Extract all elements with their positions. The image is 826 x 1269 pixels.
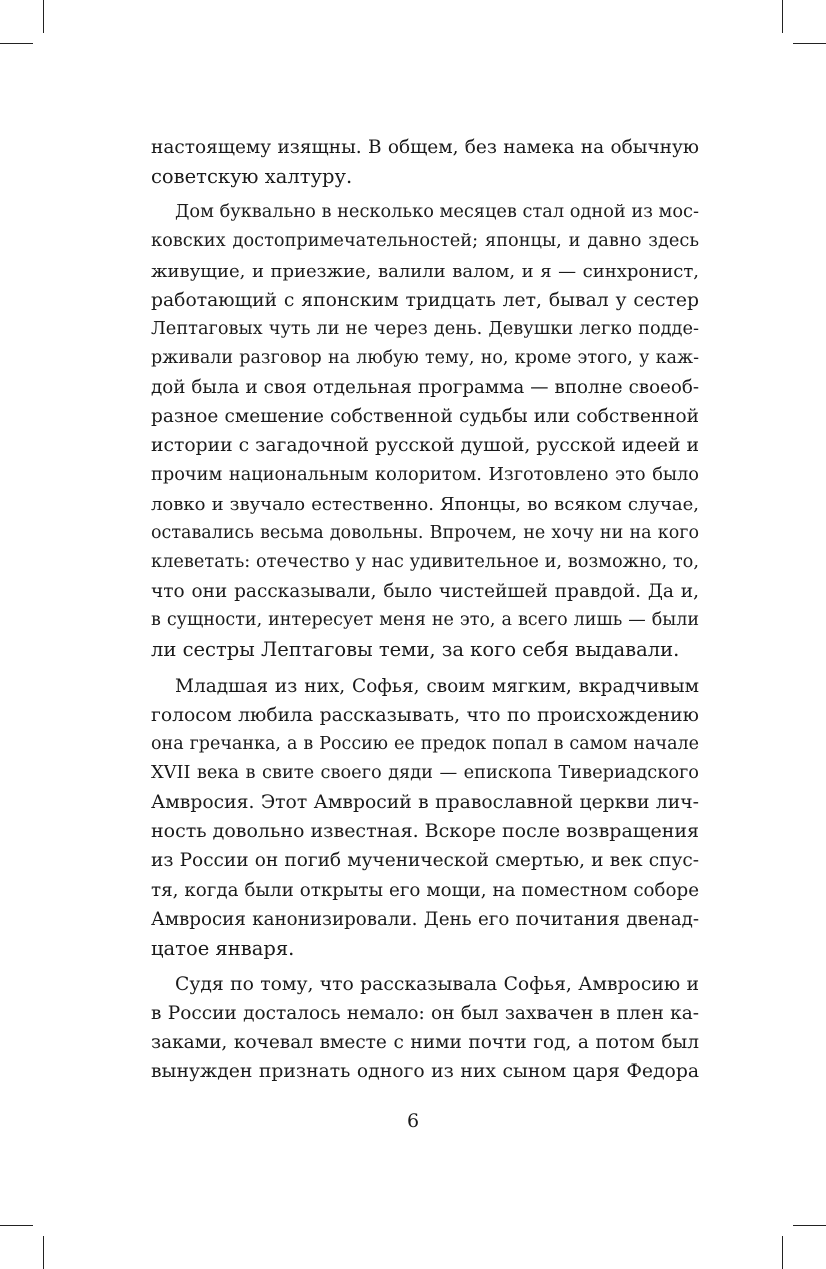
text-line: цатое января. xyxy=(151,936,295,960)
crop-mark-bottom-right-horizontal xyxy=(793,1225,826,1226)
text-line: голосом любила рассказывать, что по происхождению xyxy=(151,704,699,726)
page-number: 6 xyxy=(406,1110,420,1132)
text-line: Дом буквально в несколько месяцев стал одной из мос- xyxy=(175,202,699,223)
crop-mark-bottom-left-vertical xyxy=(43,1236,44,1269)
paragraph-2 xyxy=(151,198,699,664)
text-line: из России он погиб мученической смертью, и век спус- xyxy=(151,850,699,872)
text-line: дой была и своя отдельная программа — вполне своеоб- xyxy=(151,377,699,399)
text-line: тя, когда были открыты его мощи, на поместном соборе xyxy=(151,879,699,901)
text-line: ловко и звучало естественно. Японцы, во всяком случае, xyxy=(151,493,699,515)
text-line: ковских достопримечательностей; японцы, и давно здесь xyxy=(151,231,699,252)
paragraph-3 xyxy=(151,672,699,963)
text-line: XVII века в свите своего дяди — епископа Тивериадского xyxy=(151,762,699,783)
text-line: ли сестры Лептаговы теми, за кого себя выдавали. xyxy=(151,638,680,662)
text-line: живущие, и приезжие, валили валом, и я — синхронист, xyxy=(151,260,699,282)
paragraph-1 xyxy=(151,133,699,191)
crop-mark-top-right-horizontal xyxy=(793,43,826,44)
text-line: Лептаговых чуть ли не через день. Девушки легко подде- xyxy=(151,318,699,339)
text-line: Амвросия канонизировали. День его почитания двенад- xyxy=(151,908,699,930)
text-line: она гречанка, а в Россию ее предок попал в самом начале xyxy=(151,733,699,754)
text-line: в России досталось немало: он был захвачен в плен ка- xyxy=(151,1003,699,1025)
text-line: заками, кочевал вместе с ними почти год, а потом был xyxy=(151,1032,699,1054)
body-text xyxy=(151,133,699,1087)
crop-mark-bottom-left-horizontal xyxy=(0,1225,33,1226)
text-line: работающий с японским тридцать лет, бывал у сестер xyxy=(151,289,699,311)
text-line: клеветать: отечество у нас удивительное и, возможно, то, xyxy=(151,551,699,572)
crop-mark-top-left-vertical xyxy=(43,0,44,33)
text-line: рживали разговор на любую тему, но, кроме этого, у каж- xyxy=(151,347,699,368)
text-line: разное смешение собственной судьбы или собственной xyxy=(151,406,699,428)
crop-mark-bottom-right-vertical xyxy=(782,1236,783,1269)
paragraph-4 xyxy=(151,970,699,1087)
text-line: советскую халтуру. xyxy=(151,165,353,189)
text-line: ность довольно известная. Вскоре после возвращения xyxy=(151,820,700,843)
text-line: что они рассказывали, было чистейшей правдой. Да и, xyxy=(151,581,699,603)
text-line: вынужден признать одного из них сыном царя Федора xyxy=(151,1061,699,1083)
text-line: оставались весьма довольны. Впрочем, не хочу ни на кого xyxy=(151,522,699,543)
text-line: Амвросия. Этот Амвросий в православной церкви лич- xyxy=(151,792,699,814)
crop-mark-top-right-vertical xyxy=(782,0,783,33)
crop-mark-top-left-horizontal xyxy=(0,43,33,44)
text-line: Младшая из них, Софья, своим мягким, вкрадчивым xyxy=(175,675,699,697)
text-line: истории с загадочной русской душой, русской идеей и xyxy=(151,435,699,457)
text-line: прочим национальным колоритом. Изготовлено это было xyxy=(151,464,699,485)
text-line: Судя по тому, что рассказывала Софья, Амвросию и xyxy=(175,973,699,995)
text-line: настоящему изящны. В общем, без намека на обычную xyxy=(151,137,699,158)
text-line: в сущности, интересует меня не это, а всего лишь — были xyxy=(151,610,699,631)
